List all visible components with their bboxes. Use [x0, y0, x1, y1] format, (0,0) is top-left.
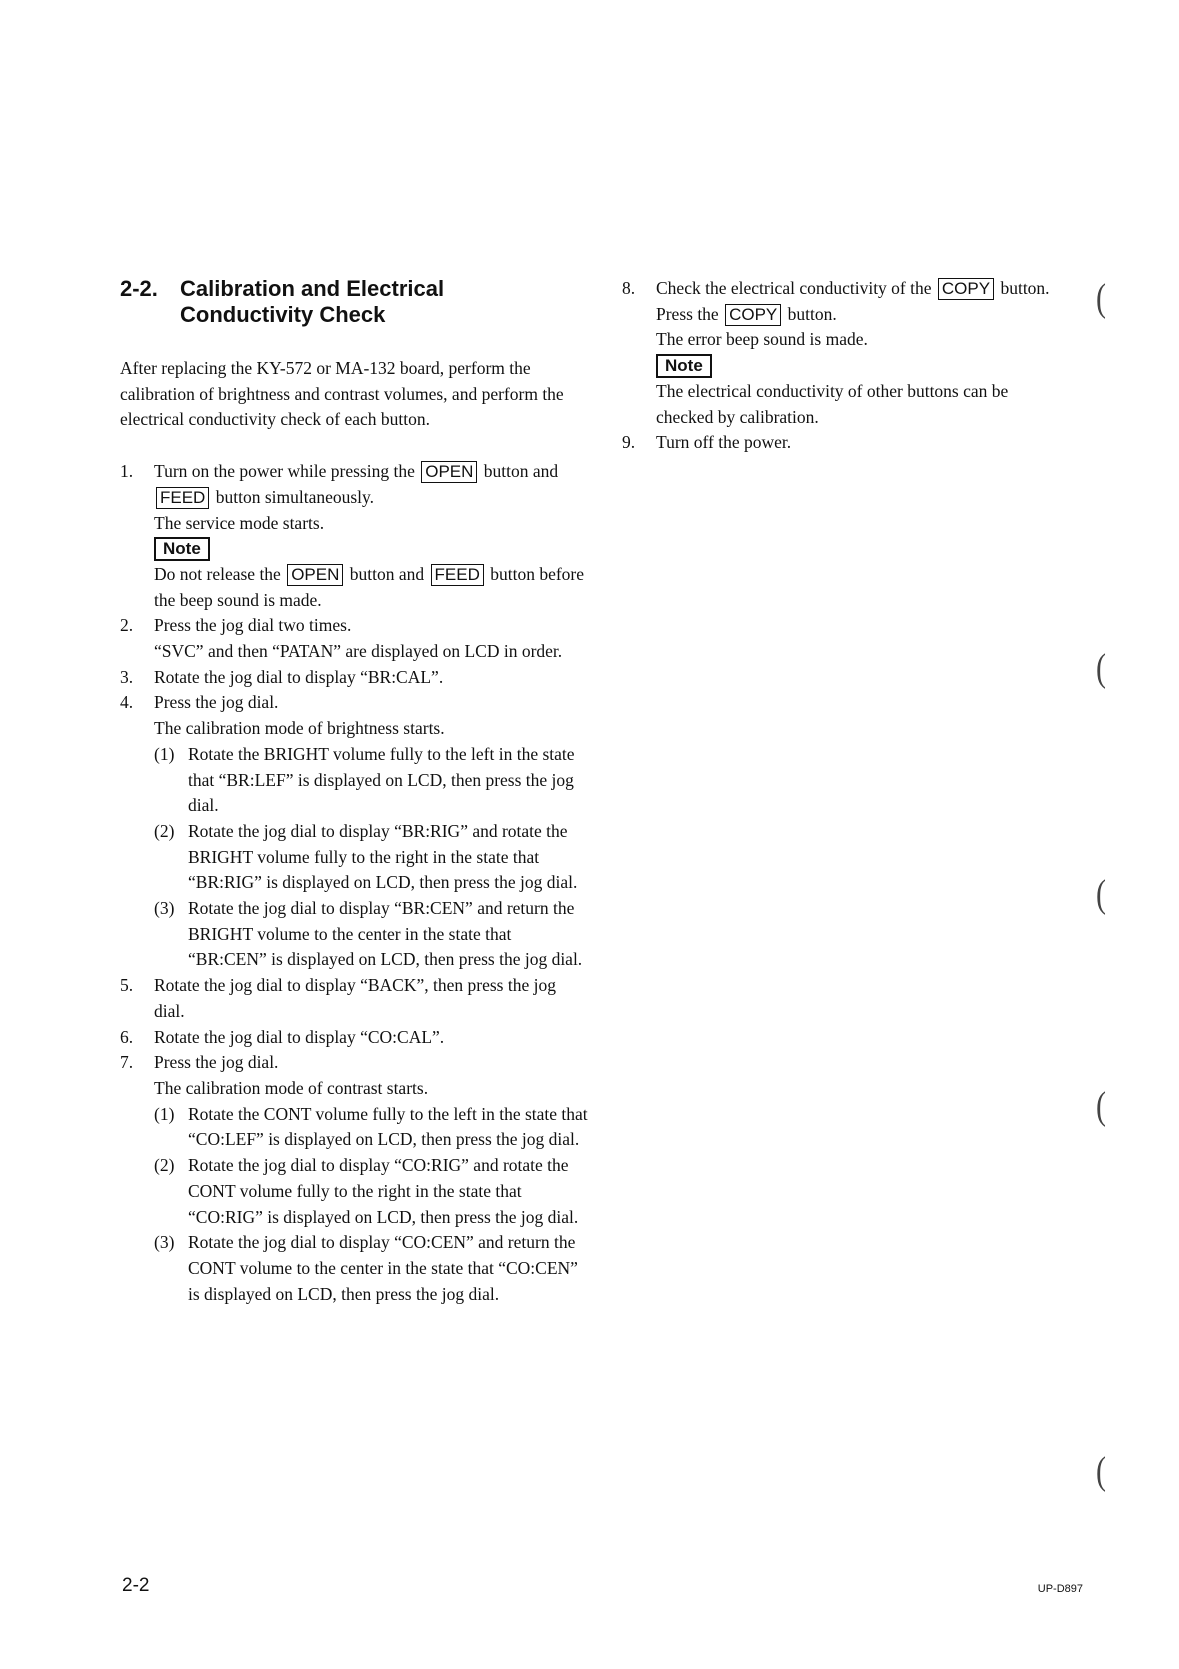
substep-number: (1): [154, 1103, 175, 1124]
note-label: Note: [154, 537, 210, 561]
binder-hole-mark: (: [1096, 872, 1106, 916]
step-text: Rotate the jog dial to display “CO:CAL”.: [154, 1026, 445, 1047]
step-text-part: Press the: [656, 303, 719, 324]
binder-hole-mark: (: [1096, 1449, 1106, 1493]
step-result: The error beep sound is made.: [656, 329, 868, 350]
substep: [154, 1153, 590, 1230]
step-1: [120, 459, 590, 613]
step-number: 7.: [120, 1052, 134, 1073]
section-number: 2-2.: [120, 276, 158, 301]
page-number: 2-2: [122, 1575, 150, 1596]
step-number: 2.: [120, 615, 134, 636]
step-text-part: button simultaneously.: [215, 486, 375, 507]
substep-number: (3): [154, 1232, 175, 1253]
step-2: [120, 613, 590, 664]
step-text: Press the jog dial two times.: [154, 615, 352, 636]
note-label: Note: [656, 354, 712, 378]
substep-text: Rotate the jog dial to display “BR:CEN” and return the BRIGHT volume to the center in the state that “BR:CEN” is displayed on LCD, then press the jog dial.: [188, 898, 583, 970]
note-text: The electrical conductivity of other buttons can be checked by calibration.: [656, 380, 1009, 427]
step-8: [622, 276, 1062, 430]
step-number: 3.: [120, 666, 134, 687]
model-number: UP-D897: [1037, 1583, 1083, 1595]
note-text-part: button before the beep sound is made.: [154, 563, 585, 610]
copy-button-label: COPY: [725, 304, 781, 326]
step-number: 4.: [120, 692, 134, 713]
step-text: [656, 276, 1062, 302]
substep-number: (2): [154, 820, 175, 841]
step-text: Press the jog dial.: [154, 692, 279, 713]
substep-number: (3): [154, 898, 175, 919]
substep: [154, 1230, 590, 1307]
note-text-part: button and: [349, 563, 425, 584]
substep-text: Rotate the BRIGHT volume fully to the left in the state that “BR:LEF” is displayed on LCD, then press the jog dial.: [188, 743, 575, 816]
step-7: [120, 1050, 590, 1307]
open-button-label: OPEN: [421, 461, 477, 483]
substep-number: (1): [154, 743, 175, 764]
step-number: 5.: [120, 975, 134, 996]
feed-button-label: FEED: [431, 564, 484, 586]
substep-text: Rotate the jog dial to display “CO:CEN” and return the CONT volume to the center in the state that “CO:CEN” is displayed on LCD, then press the jog dial.: [188, 1232, 578, 1304]
note-text: [154, 562, 590, 613]
step-result: “SVC” and then “PATAN” are displayed on LCD in order.: [154, 641, 563, 662]
step-text-part: Turn on the power while pressing the: [154, 461, 415, 482]
step-text-part: button.: [1000, 278, 1050, 298]
step-text: Turn off the power.: [656, 432, 792, 453]
substep: [154, 819, 590, 896]
step-result: The calibration mode of brightness starts.: [154, 718, 445, 739]
step-text-part: Check the electrical conductivity of the: [656, 278, 932, 298]
step-number: 1.: [120, 461, 134, 482]
step-text: Rotate the jog dial to display “BACK”, then press the jog dial.: [154, 975, 556, 1021]
step-5: [120, 973, 590, 1024]
section-heading: [120, 276, 590, 328]
substep: [154, 1102, 590, 1153]
step-result: The service mode starts.: [154, 512, 325, 533]
substep: [154, 896, 590, 973]
section-title-line1: Calibration and Electrical: [180, 276, 445, 301]
intro-paragraph: After replacing the KY-572 or MA-132 board, perform the calibration of brightness and contrast volumes, and perform the electrical conductivity check of each button.: [120, 358, 564, 430]
binder-hole-mark: (: [1096, 1084, 1106, 1128]
step-text-part: button and: [483, 461, 559, 482]
copy-button-label: COPY: [938, 278, 994, 300]
step-text: Press the jog dial.: [154, 1052, 279, 1073]
step-instruction: [656, 302, 1062, 328]
step-text: Rotate the jog dial to display “BR:CAL”.: [154, 666, 444, 687]
step-result: The calibration mode of contrast starts.: [154, 1077, 429, 1098]
step-number: 6.: [120, 1026, 134, 1047]
step-3: [120, 665, 590, 691]
step-4: [120, 690, 590, 973]
step-text-part: button.: [787, 303, 837, 324]
substep-text: Rotate the jog dial to display “BR:RIG” and rotate the BRIGHT volume fully to the right in the state that “BR:RIG” is displayed on LCD, then press the jog dial.: [188, 820, 578, 893]
feed-button-label: FEED: [156, 487, 209, 509]
substep-text: Rotate the CONT volume fully to the left in the state that “CO:LEF” is displayed on LCD, then press the jog dial.: [188, 1103, 588, 1150]
binder-hole-mark: (: [1096, 276, 1106, 320]
substep-text: Rotate the jog dial to display “CO:RIG” and rotate the CONT volume fully to the right in the state that “CO:RIG” is displayed on LCD, then press the jog dial.: [188, 1155, 579, 1227]
step-number: 9.: [622, 432, 636, 453]
right-column: [622, 276, 1062, 456]
section-title-line2: Conductivity Check: [180, 302, 386, 327]
step-6: [120, 1025, 590, 1051]
step-9: [622, 430, 1062, 456]
note-text-part: Do not release the: [154, 563, 281, 584]
step-text: [154, 459, 590, 510]
open-button-label: OPEN: [287, 564, 343, 586]
substep: [154, 742, 590, 819]
substep-number: (2): [154, 1155, 175, 1176]
step-number: 8.: [622, 278, 636, 298]
left-column: [120, 276, 590, 1307]
binder-hole-mark: (: [1096, 646, 1106, 690]
